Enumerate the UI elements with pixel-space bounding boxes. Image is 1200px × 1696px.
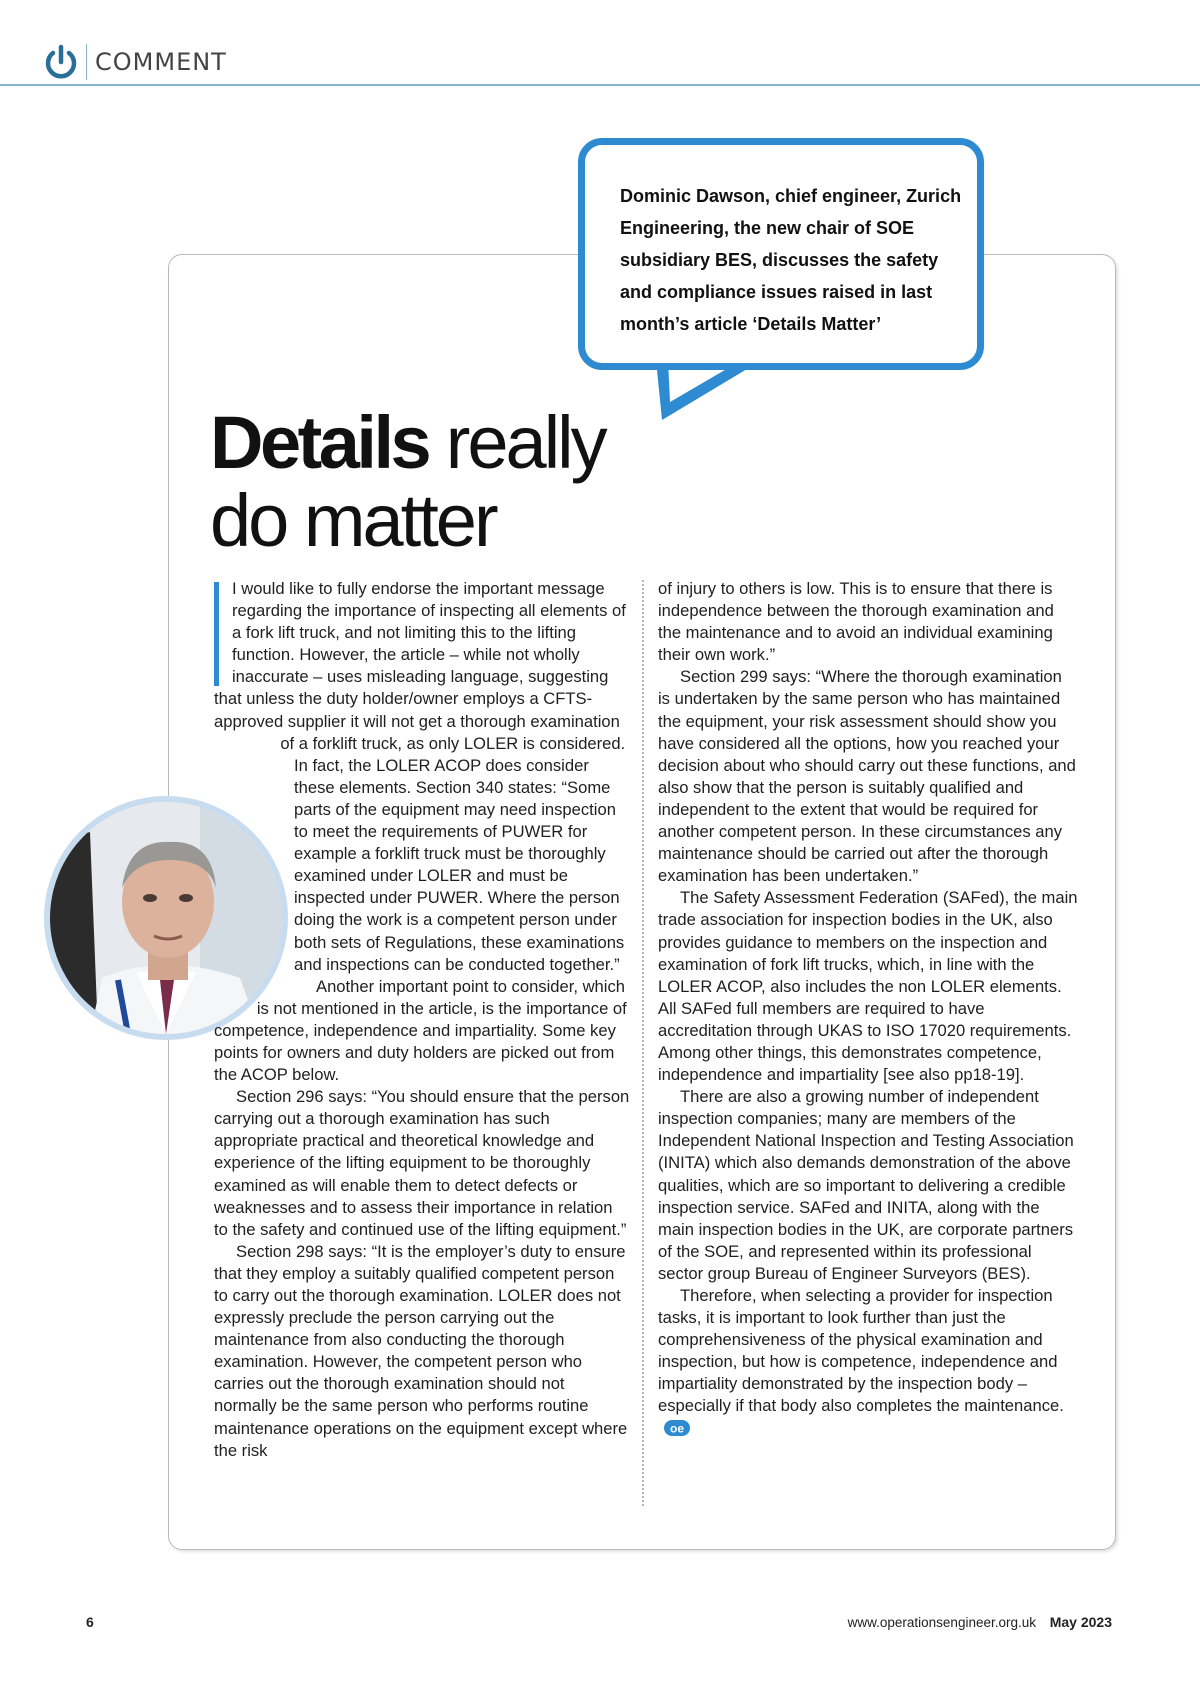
- paragraph-text: Therefore, when selecting a provider for inspection tasks, it is important to look further than just the comprehensiveness of the physical examination and inspection, but how is competence, independence and impartiality demonstrated by the inspection body – especially if that body also completes the maintenance.: [658, 1286, 1064, 1416]
- paragraph: There are also a growing number of independent inspection companies; many are members of the Independent National Inspection and Testing Association (INITA) which also demands demonstration of the above qualities, which are so important to delivering a credible inspection service. SAFed and INITA, along with the main inspection bodies in the UK, are corporate partners of the SOE, and represented within its professional sector group Bureau of Engineer Surveyors (BES).: [658, 1087, 1074, 1283]
- footer-url[interactable]: www.operationsengineer.org.uk: [847, 1615, 1036, 1630]
- paragraph: Section 298 says: “It is the employer’s duty to ensure that they employ a suitably qualified competent person to carry out the thorough examination. LOLER does not expressly preclude the person carrying out the maintenance from also conducting the thorough examination. However, the competent person who carries out the thorough examination should not normally be the same person who performs routine maintenance operations on the equipment except where the risk: [214, 1241, 628, 1460]
- title-light-2: do matter: [210, 479, 496, 562]
- article-column-right: [658, 578, 1078, 1440]
- oe-end-mark-icon: [664, 1420, 690, 1436]
- page-number: 6: [86, 1614, 94, 1630]
- paragraph: The Safety Assessment Federation (SAFed), the main trade association for inspection bodies in the UK, also provides guidance to members on the inspection and examination of fork lift trucks, which, in line with the LOLER ACOP, also includes the non LOLER elements. All SAFed full members are required to have accreditation through UKAS to ISO 17020 requirements. Among other things, this demonstrates competence, independence and impartiality [see also pp18-19].: [658, 888, 1078, 1085]
- article-column-left: [214, 578, 630, 1462]
- power-icon: [44, 44, 78, 80]
- paragraph: Another important point to consider, which is not mentioned in the article, is the importance of competence, independence and impartiality. Some key points for owners and duty holders are picked out from the ACOP below.: [214, 976, 627, 1085]
- paragraph: Section 296 says: “You should ensure that the person carrying out a thorough examination has such appropriate practical and theoretical knowledge and experience of the lifting equipment to be thoroughly examined as will enable them to detect defects or weaknesses and to assess their importance in relation to the safety and continued use of the lifting equipment.”: [214, 1087, 630, 1239]
- section-label: COMMENT: [95, 48, 227, 76]
- paragraph: I would like to fully endorse the important message regarding the importance of inspecting all elements of a fork lift truck, and not limiting this to the lifting function. However, the article – while not wholly inaccurate – uses misleading language, suggesting that unless the duty holder/owner employs a CFTS-approved supplier it will not get a thorough examination of a forklift truck, as only LOLER is considered. In fact, the LOLER ACOP does consider these elements. Section 340 states: “Some parts of the equipment may need inspection to meet the requirements of PUWER for example a forklift truck must be thoroughly examined under LOLER and must be inspected under PUWER. Where the person doing the work is a competent person under both sets of Regulations, these examinations and inspections can be conducted together.”: [214, 579, 626, 974]
- paragraph: Section 299 says: “Where the thorough examination is undertaken by the same person who has maintained the equipment, your risk assessment should show you have considered all the options, how you reached your decision about who should carry out these functions, and also show that the person is suitably qualified and independent to the extent that would be required for another competent person. In these circumstances any maintenance should be carried out after the thorough examination has been undertaken.”: [658, 667, 1076, 886]
- header-divider: [86, 44, 87, 80]
- end-mark-text: oe: [669, 1421, 685, 1436]
- paragraph: of injury to others is low. This is to ensure that there is independence between the thorough examination and the maintenance and to avoid an individual examining their own work.”: [658, 579, 1054, 665]
- drop-cap-bar: [214, 582, 219, 686]
- header-rule: [0, 84, 1200, 86]
- footer-date: May 2023: [1049, 1614, 1112, 1630]
- standfirst: Dominic Dawson, chief engineer, Zurich Engineering, the new chair of SOE subsidiary BES, discusses the safety and compliance issues raised in last month’s article ‘Details Matter’: [620, 186, 962, 334]
- title-bold: Details: [210, 401, 429, 484]
- paragraph: [658, 1285, 1078, 1440]
- column-divider: [642, 580, 644, 1506]
- left-column-text: [214, 578, 630, 1462]
- article-title: [210, 401, 710, 562]
- title-light-1: really: [445, 401, 605, 484]
